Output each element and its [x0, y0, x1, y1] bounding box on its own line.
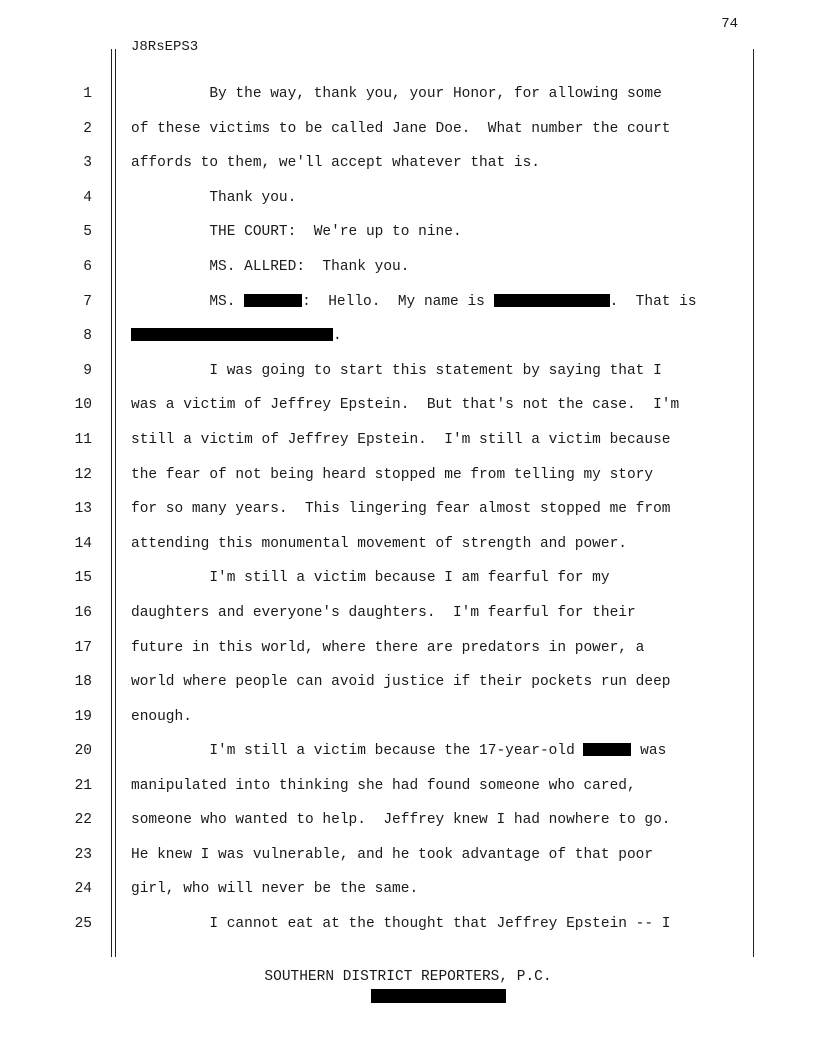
- transcript-line: Thank you.: [131, 190, 297, 206]
- line-number: 2: [83, 121, 92, 137]
- footer-reporter: SOUTHERN DISTRICT REPORTERS, P.C.: [264, 969, 552, 985]
- line-segment: . That is: [609, 294, 697, 310]
- case-id: J8RsEPS3: [131, 39, 199, 55]
- transcript-line: for so many years. This lingering fear almost stopped me from: [131, 501, 671, 517]
- line-number: 20: [74, 743, 92, 759]
- transcript-line: was a victim of Jeffrey Epstein. But that's not the case. I'm: [131, 397, 680, 413]
- transcript-line: [131, 743, 666, 759]
- line-number: 18: [74, 674, 92, 690]
- line-segment: I'm still a victim because the 17-year-old: [131, 743, 584, 759]
- line-number: 12: [74, 467, 92, 483]
- transcript-line: I was going to start this statement by saying that I: [131, 363, 662, 379]
- redaction-block: [583, 743, 631, 756]
- transcript-line: By the way, thank you, your Honor, for allowing some: [131, 86, 662, 102]
- transcript-line: I cannot eat at the thought that Jeffrey Epstein -- I: [131, 916, 671, 932]
- transcript-line: I'm still a victim because I am fearful for my: [131, 570, 610, 586]
- line-segment: was: [631, 743, 667, 759]
- transcript-line: future in this world, where there are predators in power, a: [131, 640, 645, 656]
- transcript-line: [131, 328, 342, 344]
- transcript-line: of these victims to be called Jane Doe. What number the court: [131, 121, 671, 137]
- line-number: 25: [74, 916, 92, 932]
- line-number: 6: [83, 259, 92, 275]
- transcript-line: attending this monumental movement of strength and power.: [131, 536, 627, 552]
- line-number: 23: [74, 847, 92, 863]
- transcript-line: girl, who will never be the same.: [131, 881, 419, 897]
- line-segment: .: [333, 328, 342, 344]
- redaction-block: [494, 294, 610, 307]
- transcript-line: the fear of not being heard stopped me from telling my story: [131, 467, 654, 483]
- line-number: 14: [74, 536, 92, 552]
- line-number: 9: [83, 363, 92, 379]
- transcript-line: daughters and everyone's daughters. I'm fearful for their: [131, 605, 636, 621]
- line-number: 16: [74, 605, 92, 621]
- transcript-line: He knew I was vulnerable, and he took advantage of that poor: [131, 847, 654, 863]
- transcript-line: someone who wanted to help. Jeffrey knew I had nowhere to go.: [131, 812, 671, 828]
- redaction-block: [131, 328, 333, 341]
- transcript-line: [131, 294, 697, 310]
- line-number: 21: [74, 778, 92, 794]
- line-number: 3: [83, 155, 92, 171]
- line-number: 4: [83, 190, 92, 206]
- line-number: 5: [83, 224, 92, 240]
- footer-redaction-block: [371, 989, 506, 1003]
- line-segment: MS.: [131, 294, 245, 310]
- redaction-block: [244, 294, 302, 307]
- line-number: 19: [74, 709, 92, 725]
- page-number: 74: [721, 16, 738, 32]
- left-margin-line: [111, 49, 112, 957]
- line-number: 24: [74, 881, 92, 897]
- line-segment: : Hello. My name is: [302, 294, 494, 310]
- transcript-line: world where people can avoid justice if their pockets run deep: [131, 674, 671, 690]
- right-margin-line: [753, 49, 754, 957]
- transcript-line: affords to them, we'll accept whatever that is.: [131, 155, 540, 171]
- transcript-line: MS. ALLRED: Thank you.: [131, 259, 410, 275]
- line-number: 22: [74, 812, 92, 828]
- transcript-line: manipulated into thinking she had found someone who cared,: [131, 778, 636, 794]
- line-number: 1: [83, 86, 92, 102]
- line-number: 13: [74, 501, 92, 517]
- line-number: 8: [83, 328, 92, 344]
- transcript-line: THE COURT: We're up to nine.: [131, 224, 462, 240]
- left-margin-line: [115, 49, 116, 957]
- line-number: 15: [74, 570, 92, 586]
- line-number: 11: [74, 432, 92, 448]
- line-number: 7: [83, 294, 92, 310]
- transcript-line: enough.: [131, 709, 192, 725]
- transcript-line: still a victim of Jeffrey Epstein. I'm still a victim because: [131, 432, 671, 448]
- line-number: 10: [74, 397, 92, 413]
- line-number: 17: [74, 640, 92, 656]
